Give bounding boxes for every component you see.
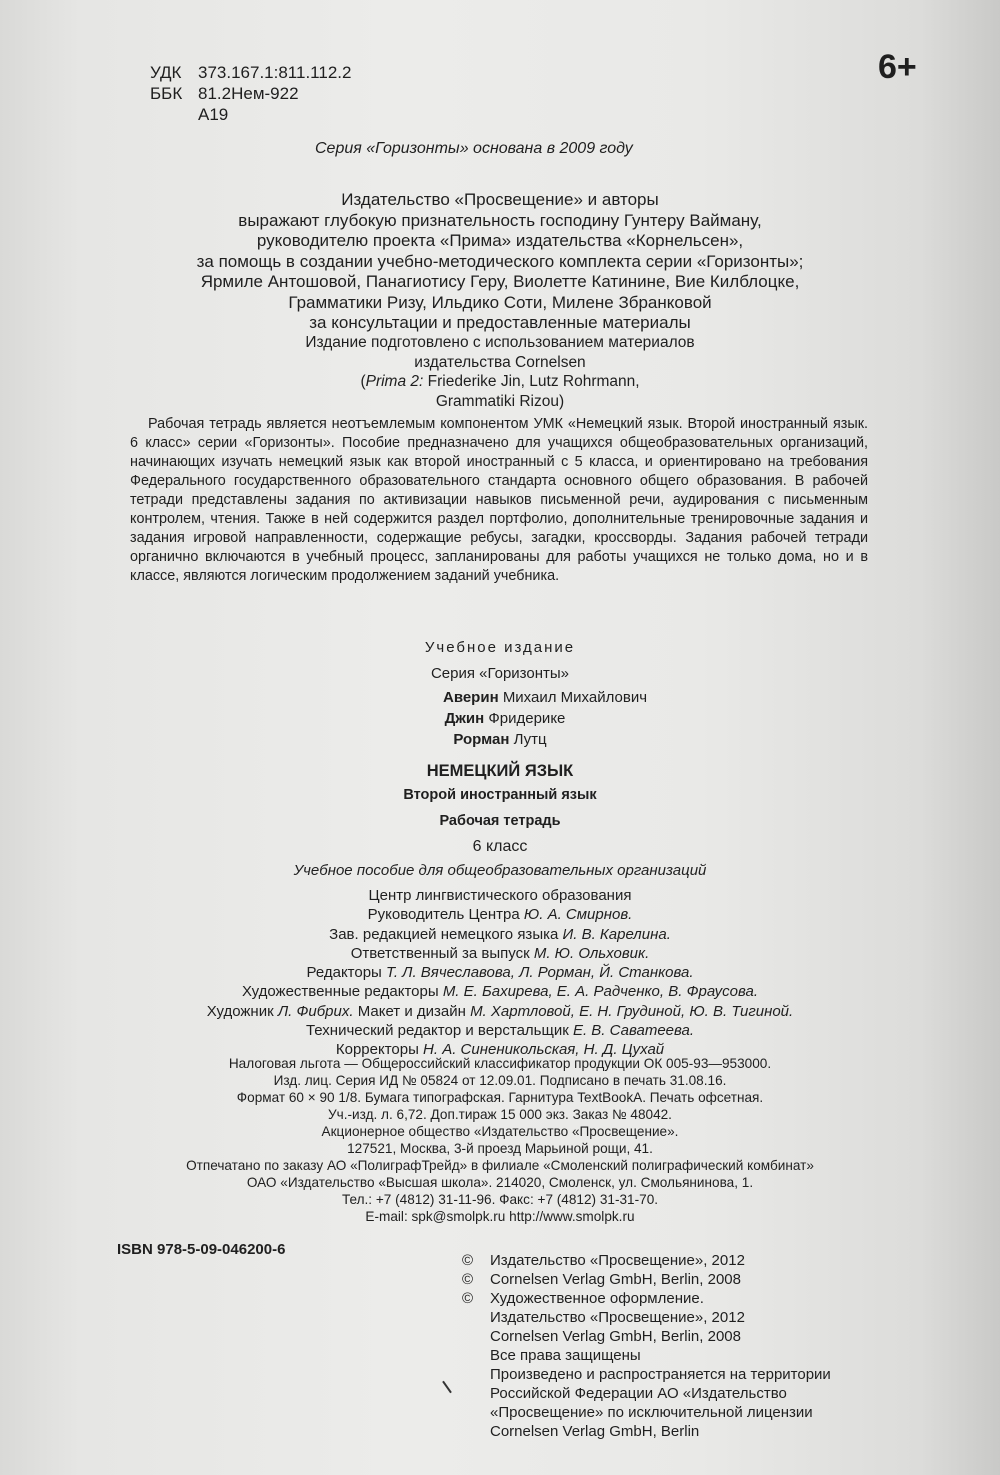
author [150,687,850,708]
copyright-text: Произведено и распространяется на территории [490,1366,831,1383]
thanks-line: Ярмиле Антошовой, Панагиотису Геру, Виолетте Катинине, Вие Килблоцке, [200,272,800,291]
credit-role: Редакторы [306,964,382,982]
credit-line [150,925,850,944]
prep-line: Grammatiki Rizou) [435,392,565,410]
credit-line [150,963,850,982]
copyright-text: Художественное оформление. [490,1290,704,1307]
credit-role: Корректоры [335,1041,419,1059]
acknowledgements [150,190,850,334]
credit-role: Центр лингвистического образования [368,887,632,904]
abstract-text: Рабочая тетрадь является неотъемлемым компонентом УМК «Немецкий язык. Второй иностранный язык. 6 класс» серии «Горизонты». Пособие предназначено для учащихся общеобразовательных организаций, начинающих изучать немецкий язык как второй иностранный с 5 класса, и ориентировано на требования Федерального государственного образовательного стандарта основного общего образования. В рабочей тетради представлены задания по активизации навыков письменной речи, аудирования с письменным контролем, чтения. Также в ней содержится раздел портфолио, дополнительные тренировочные задания и задания игровой направленности, содержащие ребусы, загадки, кроссворды. Задания рабочей тетради органично включаются в учебный процесс, запланированы для работы учащихся не только дома, но и в классе, являются логическим продолжением заданий учебника. [130,416,868,584]
series-name: Серия «Горизонты» [430,665,570,682]
copyright-line [462,1422,831,1441]
copyright-text: Cornelsen Verlag GmbH, Berlin [490,1423,700,1440]
book-kind: Рабочая тетрадь [439,813,561,829]
thanks-line: выражают глубокую признательность господину Гунтеру Вайману, [238,210,762,230]
copyright-text: «Просвещение» по исключительной лицензии [490,1404,813,1421]
credit-names: М. Е. Бахирева, Е. А. Радченко, В. Фраусова. [442,983,759,1001]
thanks-line: за помощь в создании учебно-методического комплекта серии «Горизонты»; [196,251,804,271]
code-key: ББК [150,84,183,103]
credit-line [150,982,850,1001]
credit-role: Художественные редакторы [241,983,439,1001]
author-name: Лутц [513,731,547,748]
copyright-text: Издательство «Просвещение», 2012 [490,1252,745,1269]
imprint-line: Уч.-изд. л. 6,72. Доп.тираж 15 000 экз. Заказ № 48042. [328,1107,672,1122]
credit-names: Т. Л. Вячеславова, Л. Рорман, Й. Станкова. [386,964,694,982]
code-value: А19 [198,105,229,124]
copyright-spacer [462,1403,490,1422]
age-rating: 6+ [878,48,917,86]
thanks-line: за консультации и предоставленные материалы [309,313,691,332]
isbn: ISBN 978-5-09-046200-6 [117,1241,286,1258]
thanks-line: Грамматики Ризу, Ильдико Соти, Милене Збранковой [288,292,712,312]
authors [150,687,850,750]
copyright-text: Издательство «Просвещение», 2012 [490,1309,745,1326]
copyright-line [462,1346,831,1365]
copyright-icon: © [462,1271,474,1288]
imprint-line: ОАО «Издательство «Высшая школа». 214020, Смоленск, ул. Смольянинова, 1. [246,1175,754,1190]
copyright-line [462,1270,831,1289]
copyright-spacer [462,1422,490,1441]
book-grade: 6 класс [472,838,528,855]
imprint-line: Отпечатано по заказу АО «ПолиграфТрейд» в филиале «Смоленский полиграфический комбинат» [186,1158,814,1173]
copyright-icon: © [462,1252,474,1269]
book-purpose: Учебное пособие для общеобразовательных организаций [293,862,707,879]
edition-type: Учебное издание [424,639,576,656]
imprint-line: 127521, Москва, 3-й проезд Марьиной рощи, 41. [347,1141,653,1156]
credit-line [150,905,850,924]
copyright-spacer [462,1346,490,1365]
classification-codes [150,62,351,125]
prep-line: издательства Cornelsen [414,353,586,371]
imprint-line: Изд. лиц. Серия ИД № 05824 от 12.09.01. Подписано в печать 31.08.16. [273,1073,727,1088]
author [150,708,850,729]
code-key [150,104,198,125]
author-name: Фридерике [488,710,566,727]
copyright-line [462,1289,831,1308]
prep-line: Издание подготовлено с использованием материалов [305,334,695,351]
code-value: 373.167.1:811.112.2 [198,63,352,82]
code-key: УДК [150,63,182,82]
credit-line [150,886,850,905]
source-title: Prima 2: [365,373,424,390]
credit-names: М. Хартловой, Е. Н. Грудиной, Ю. В. Тигиной. [470,1002,794,1020]
book-subtitle: Второй иностранный язык [403,787,597,803]
book-info [150,760,850,882]
copyright-line [462,1403,831,1422]
copyright-spacer [462,1308,490,1327]
credit-line [150,1002,850,1021]
credit-role: Художник [206,1002,274,1020]
thanks-line: Издательство «Просвещение» и авторы [341,190,659,209]
copyright-line [462,1327,831,1346]
copyright-line [462,1365,831,1384]
copyright-line [462,1308,831,1327]
paren: ( [360,373,366,390]
copyright-spacer [462,1327,490,1346]
credit-names: М. Ю. Ольховик. [533,944,650,962]
copyright-text: Cornelsen Verlag GmbH, Berlin, 2008 [490,1271,741,1288]
book-title: НЕМЕЦКИЙ ЯЗЫК [426,762,574,780]
credit-role: Руководитель Центра [367,906,520,924]
credit-names: Ю. А. Смирнов. [523,906,633,924]
author [150,729,850,750]
author-sign-row [150,104,351,125]
imprint-line: Акционерное общество «Издательство «Просвещение». [321,1124,679,1139]
bbk-row [150,83,351,104]
copyright-text: Cornelsen Verlag GmbH, Berlin, 2008 [490,1328,741,1345]
credit-role: Ответственный за выпуск [350,944,530,962]
prepared-from-note [150,333,850,411]
credit-role: Технический редактор и верстальщик [305,1022,569,1040]
credit-line [150,944,850,963]
imprint-line: Формат 60 × 90 1/8. Бумага типографская. Гарнитура TextBookA. Печать офсетная. [236,1090,764,1105]
copyright-text: Российской Федерации АО «Издательство [490,1385,787,1402]
credit-names: Л. Фибрих. [277,1002,354,1020]
imprint [150,1055,850,1225]
copyright-icon: © [462,1290,474,1307]
credit-names: И. В. Карелина. [562,925,671,943]
edition-info [150,638,850,684]
source-authors: Friederike Jin, Lutz Rohrmann, [423,373,640,390]
thanks-line: руководителю проекта «Прима» издательства «Корнельсен», [256,231,744,250]
imprint-line: E-mail: spk@smolpk.ru http://www.smolpk.ru [365,1209,635,1224]
imprint-line: Тел.: +7 (4812) 31-11-96. Факс: +7 (4812) 31-31-70. [341,1192,659,1207]
credit-names: Е. В. Саватеева. [572,1022,695,1040]
author-surname: Аверин [442,689,499,706]
copyright-spacer [462,1365,490,1384]
author-name: Михаил Михайлович [502,689,648,706]
abstract [130,415,868,586]
copyright-text: Все права защищены [490,1347,641,1364]
author-surname: Джин [444,710,485,727]
credit-role: Зав. редакцией немецкого языка [329,925,559,943]
copyright-line [462,1251,831,1270]
copyright-block [462,1251,831,1441]
credit-names: Н. А. Синеникольская, Н. Д. Цухай [423,1041,665,1059]
credit-line [150,1021,850,1040]
pencil-mark [442,1381,452,1394]
prep-line [150,372,850,392]
copyright-line [462,1384,831,1403]
copyright-spacer [462,1384,490,1403]
udk-row [150,62,351,83]
series-note: Серия «Горизонты» основана в 2009 году [315,140,633,157]
staff-credits [150,886,850,1060]
author-surname: Рорман [453,731,510,748]
imprint-line: Налоговая льгота — Общероссийский классификатор продукции ОК 005-93—953000. [228,1056,772,1071]
credit-role: Макет и дизайн [357,1002,466,1020]
code-value: 81.2Нем-922 [198,84,299,103]
